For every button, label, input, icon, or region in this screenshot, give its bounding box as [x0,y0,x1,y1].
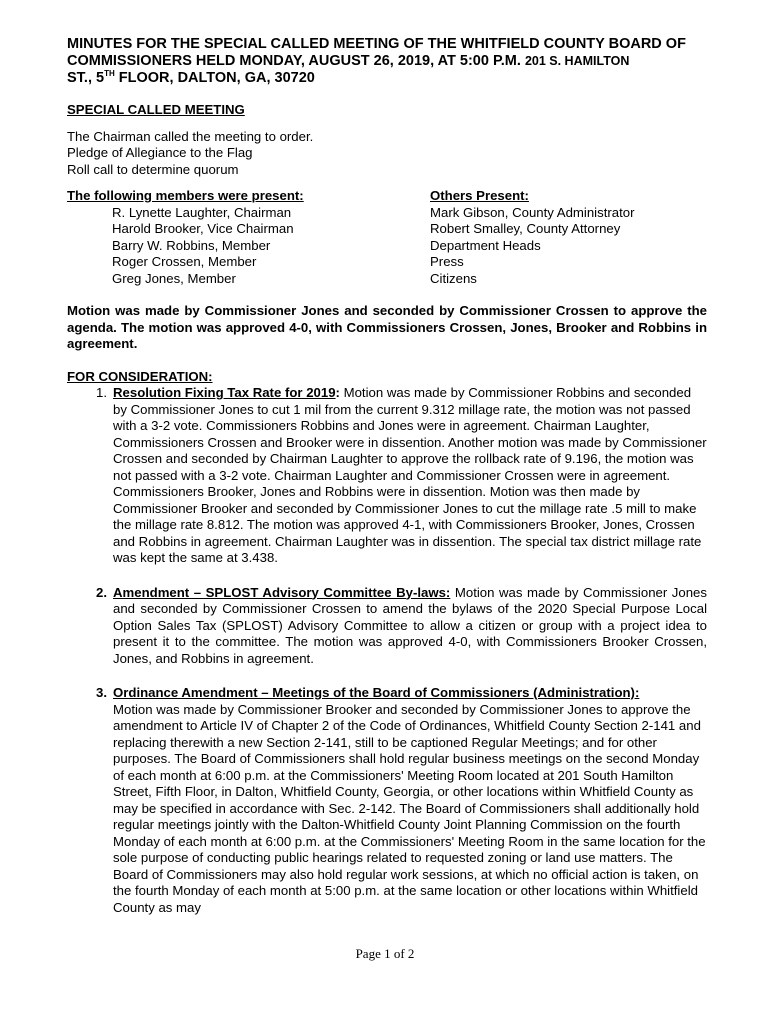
member-item: Barry W. Robbins, Member [112,237,271,253]
title-main: MINUTES FOR THE SPECIAL CALLED MEETING OF THE WHITFIELD COUNTY BOARD OF COMMISSIONERS HELD MONDAY, AUGUST 26, 2019, AT 5:00 P.M. [67,36,686,69]
consideration-item-3 [67,685,707,916]
members-heading: The following members were present: [67,188,304,203]
item-text: Motion was made by Commissioner Robbins and seconded by Commissioner Jones to cut 1 mil from the current 9.312 millage rate, the motion was not passed with a 3-2 vote. Commissioners Robbins and Jones were in agreement. Chairman Laughter, Commissioners Crossen and Brooker were in dissention. Another motion was made by Commissioner Crossen and seconded by Chairman Laughter to approve the rollback rate of 9.196, the motion was not passed with a 3-2 vote. Chairman Laughter and Commissioner Crossen were in agreement. Commissioners Brooker, Jones and Robbins were in dissention. Motion was then made by Commissioner Brooker and seconded by Commissioner Jones to cut the millage rate .5 mill to make the millage rate 8.812. The motion was approved 4-1, with Commissioners Brooker, Jones, Crossen and Robbins in agreement. Chairman Laughter was in dissention. The special tax district millage rate was kept the same at 3.438. [113,385,707,565]
others-item: Mark Gibson, County Administrator [430,204,635,220]
item-title: Resolution Fixing Tax Rate for 2019 [113,385,336,400]
others-item: Robert Smalley, County Attorney [430,221,621,236]
consideration-item-2 [67,585,707,668]
member-item: R. Lynette Laughter, Chairman [112,204,292,220]
title-address-street: ST., 5 [67,70,105,86]
member-item: Harold Brooker, Vice Chairman [112,221,294,236]
member-item: Greg Jones, Member [112,270,236,286]
page-number: Page 1 of 2 [355,946,415,961]
others-item: Press [430,254,464,269]
section-heading: SPECIAL CALLED MEETING [67,102,245,117]
item-number: 3. [96,685,107,700]
attendance-section [67,188,707,287]
agenda-motion: Motion was made by Commissioner Jones and seconded by Commissioner Crossen to approve the agenda. The motion was approved 4-0, with Commissioners Crossen, Jones, Brooker and Robbins in agreement. [67,303,707,351]
consideration-list [67,385,707,916]
others-heading: Others Present: [430,188,529,203]
item-text: Motion was made by Commissioner Jones and seconded by Commissioner Crossen to amend the bylaws of the 2020 Special Purpose Local Option Sales Tax (SPLOST) Advisory Committee to allow a citizen or group with a project idea to present it to the committee. The motion was approved 4-0, with Commissioners Brooker Crossen, Jones, and Robbins in agreement. [113,584,707,666]
item-content [113,685,707,916]
opening-line-3: Roll call to determine quorum [67,161,239,177]
consideration-item-1 [67,385,707,567]
others-item: Citizens [430,270,477,286]
item-content [113,385,707,567]
item-number: 1. [96,385,107,400]
document-body [67,102,707,916]
member-item: Roger Crossen, Member [112,254,257,269]
item-title: Ordinance Amendment – Meetings of the Board of Commissioners (Administration): [113,685,640,700]
title-ordinal-sup: TH [104,69,115,79]
opening-line-2: Pledge of Allegiance to the Flag [67,145,253,160]
consideration-heading: FOR CONSIDERATION: [67,368,213,384]
item-text: Motion was made by Commissioner Brooker and seconded by Commissioner Jones to approve the amendment to Article IV of Chapter 2 of the Code of Ordinances, Whitfield County Section 2-141 and replacing therewith a new Section 2-141, still to be captioned Regular Meetings; and for other purposes. The Board of Commissioners shall hold regular business meetings on the second Monday of each month at 6:00 p.m. at the Commissioners' Meeting Room located at 201 South Hamilton Street, Fifth Floor, in Dalton, Whitfield County, Georgia, or other locations within Whitfield County as may be specified in accordance with Sec. 2-142. The Board of Commissioners shall additionally hold regular meetings jointly with the Dalton-Whitfield County Joint Planning Commission on the fourth Monday of each month at 6:00 p.m. at the Commissioners' Meeting Room in the same location for the sole purpose of conducting public hearings related to requested zoning or land use matters. The Board of Commissioners may also hold regular work sessions, at which no official action is taken, on the fourth Monday of each month at 5:00 p.m. at the same location or other locations within Whitfield County as may [113,701,706,915]
item-title-colon: : [335,385,340,400]
title-address-end: FLOOR, DALTON, GA, 30720 [118,70,315,86]
item-content [113,585,707,668]
opening-line-1: The Chairman called the meeting to order. [67,128,314,144]
members-present [67,188,430,287]
others-present [430,188,707,287]
document-title [67,36,717,87]
others-item: Department Heads [430,237,541,253]
item-number: 2. [96,584,107,600]
item-title: Amendment – SPLOST Advisory Committee By-laws: [113,584,451,600]
title-address-start: 201 S. HAMILTON [524,54,630,68]
